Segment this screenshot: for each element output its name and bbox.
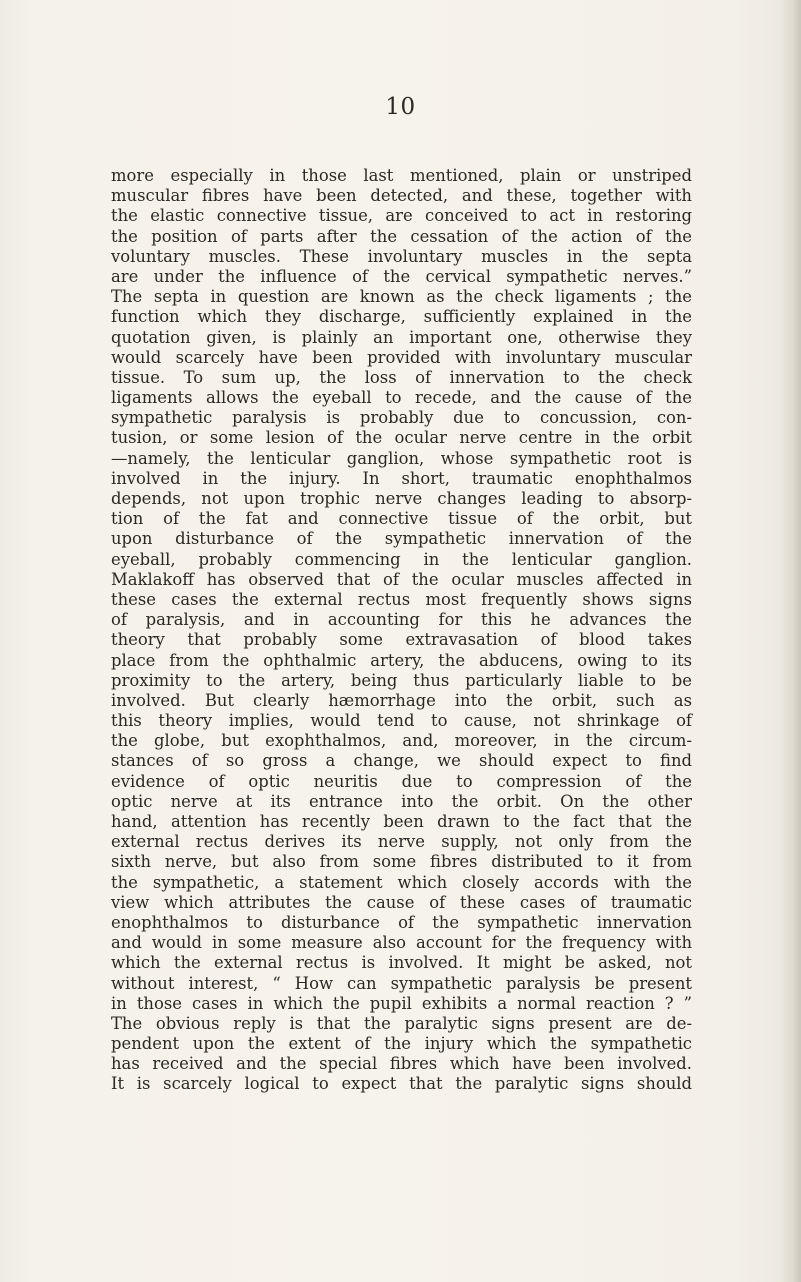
text-line: ligaments allows the eyeball to recede, and the cause of the <box>111 388 692 408</box>
text-line: has received and the special fibres which have been involved. <box>111 1054 692 1074</box>
body-text <box>111 166 692 1095</box>
text-line: tusion, or some lesion of the ocular nerve centre in the orbit <box>111 428 692 448</box>
text-line: upon disturbance of the sympathetic innervation of the <box>111 529 692 549</box>
text-line: sixth nerve, but also from some fibres distributed to it from <box>111 852 692 872</box>
text-line: this theory implies, would tend to cause, not shrinkage of <box>111 711 692 731</box>
page-edge-shadow <box>779 0 801 1282</box>
text-line: without interest, “ How can sympathetic paralysis be present <box>111 973 692 993</box>
text-line: pendent upon the extent of the injury which the sympathetic <box>111 1034 692 1054</box>
text-line: depends, not upon trophic nerve changes leading to absorp- <box>111 489 692 508</box>
text-line: involved. But clearly hæmorrhage into the orbit, such as <box>111 690 692 710</box>
text-line: quotation given, is plainly an important one, otherwise they <box>111 327 692 347</box>
text-line: enophthalmos to disturbance of the sympathetic innervation <box>111 912 692 932</box>
text-line: proximity to the artery, being thus particularly liable to be <box>111 670 692 690</box>
text-line: theory that probably some extravasation of blood takes <box>111 630 692 650</box>
text-line: view which attributes the cause of these cases of traumatic <box>111 892 692 912</box>
text-line: It is scarcely logical to expect that the paralytic signs should <box>111 1074 692 1094</box>
text-line: in those cases in which the pupil exhibits a normal reaction ? ” <box>111 993 692 1013</box>
text-line: of paralysis, and in accounting for this he advances the <box>111 610 692 630</box>
text-line: stances of so gross a change, we should expect to find <box>111 751 692 771</box>
text-line: function which they discharge, sufficiently explained in the <box>111 307 692 327</box>
text-line: the position of parts after the cessation of the action of the <box>111 226 692 246</box>
text-line: —namely, the lenticular ganglion, whose sympathetic root is <box>111 448 692 468</box>
text-line: and would in some measure also account for the frequency with <box>111 933 692 953</box>
text-line: external rectus derives its nerve supply, not only from the <box>111 832 692 852</box>
text-line: more especially in those last mentioned, plain or unstriped <box>111 166 692 185</box>
text-line: eyeball, probably commencing in the lenticular ganglion. <box>111 549 692 569</box>
text-line: involved in the injury. In short, traumatic enophthalmos <box>111 468 692 488</box>
text-line: which the external rectus is involved. It might be asked, not <box>111 953 692 973</box>
text-line: these cases the external rectus most frequently shows signs <box>111 589 692 609</box>
text-line: The septa in question are known as the check ligaments ; the <box>111 287 692 307</box>
text-line: hand, attention has recently been drawn to the fact that the <box>111 812 692 831</box>
text-line: place from the ophthalmic artery, the abducens, owing to its <box>111 650 692 670</box>
text-line: are under the influence of the cervical sympathetic nerves.” <box>111 266 692 286</box>
text-line: voluntary muscles. These involuntary muscles in the septa <box>111 246 692 266</box>
text-line: the elastic connective tissue, are conceived to act in restoring <box>111 206 692 226</box>
text-line: would scarcely have been provided with involuntary muscular <box>111 347 692 367</box>
page-number: 10 <box>385 94 416 120</box>
text-line: optic nerve at its entrance into the orbit. On the other <box>111 791 692 811</box>
text-line: the globe, but exophthalmos, and, moreover, in the circum- <box>111 731 692 751</box>
text-line: tissue. To sum up, the loss of innervation to the check <box>111 367 692 387</box>
text-line: muscular fibres have been detected, and these, together with <box>111 186 692 206</box>
text-line: the sympathetic, a statement which closely accords with the <box>111 872 692 892</box>
text-line: The obvious reply is that the paralytic signs present are de- <box>111 1013 692 1033</box>
text-line: Maklakoff has observed that of the ocular muscles affected in <box>111 569 692 589</box>
text-line: sympathetic paralysis is probably due to concussion, con- <box>111 408 692 428</box>
text-line: evidence of optic neuritis due to compression of the <box>111 771 692 791</box>
text-line: tion of the fat and connective tissue of the orbit, but <box>111 509 692 529</box>
